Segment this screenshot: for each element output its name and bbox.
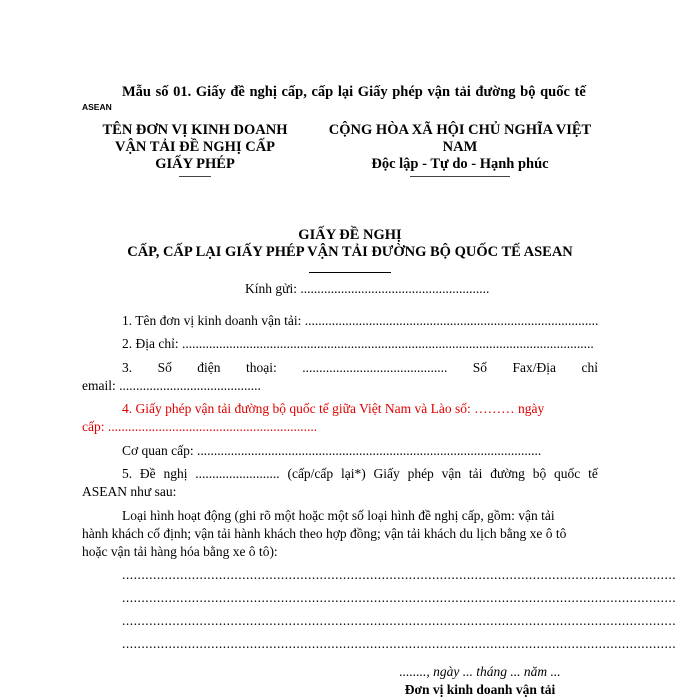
phone-word: Số: [157, 360, 172, 375]
request-word: tải: [468, 466, 483, 481]
request-word: quốc: [554, 466, 581, 481]
request-word: đường: [490, 466, 525, 481]
phone-word: thoại:: [246, 360, 277, 375]
phone-word: 3.: [122, 360, 133, 375]
date-place-line: ........, ngày ... tháng ... năm ...: [399, 664, 561, 679]
blank-line: ...............................................................................................................................................: [122, 567, 677, 582]
request-word: (cấp/cấp: [287, 466, 334, 481]
phone-word: điện: [197, 360, 221, 375]
fax-word: Số: [472, 360, 488, 375]
field-permit-laos-issue-date: cấp: ..............................................................: [82, 419, 318, 434]
org-line-3: GIẤY PHÉP: [155, 156, 235, 172]
organization-header: [70, 122, 320, 177]
blank-line: ...............................................................................................................................................: [122, 590, 677, 605]
request-word: tế: [588, 466, 598, 481]
document-title: GIẤY ĐỀ NGHỊ: [298, 227, 402, 243]
motto-divider: [410, 176, 510, 177]
motto: Độc lập - Tự do - Hạnh phúc: [371, 156, 549, 172]
org-line-2: VẬN TẢI ĐỀ NGHỊ CẤP: [114, 139, 276, 155]
form-title: Mẫu số 01. Giấy đề nghị cấp, cấp lại Giấy phép vận tải đường bộ quốc tế: [122, 84, 586, 100]
title-underline: [309, 272, 391, 273]
field-request: [122, 466, 598, 482]
national-header: [310, 122, 610, 177]
request-word: 5.: [122, 466, 133, 481]
blank-line: ...............................................................................................................................................: [122, 636, 677, 651]
request-word: Giấy: [373, 466, 400, 481]
blank-line: ...............................................................................................................................................: [122, 613, 677, 628]
field-email: email: ..........................................: [82, 378, 261, 393]
phone-dots: ...........................................: [302, 360, 448, 375]
signer-title: Đơn vị kinh doanh vận tải: [404, 682, 556, 697]
request-dots: .........................: [195, 466, 280, 481]
field-business-name: 1. Tên đơn vị kinh doanh vận tải: .......................................................................................: [122, 313, 599, 328]
fax-word: Fax/Địa: [512, 360, 556, 375]
document-subtitle: CẤP, CẤP LẠI GIẤY PHÉP VẬN TẢI ĐƯỜNG BỘ QUỐC TẾ ASEAN: [127, 244, 573, 260]
field-address: 2. Địa chỉ: ..........................................................................................................................: [122, 336, 594, 351]
fax-word: chỉ: [581, 360, 598, 375]
nation-line-2: NAM: [442, 139, 478, 155]
field-permit-laos: 4. Giấy phép vận tải đường bộ quốc tế giữa Việt Nam và Lào số: ……… ngày: [122, 401, 545, 416]
activity-type-line-1: Loại hình hoạt động (ghi rõ một hoặc một số loại hình đề nghị cấp, gồm: vận tải: [122, 508, 555, 523]
request-word: Đề: [139, 466, 156, 481]
request-word: nghị: [163, 466, 188, 481]
activity-type-line-2: hành khách cố định; vận tải hành khách theo hợp đồng; vận tải khách du lịch bằng xe ô tô: [82, 526, 567, 541]
request-word: vận: [441, 466, 462, 481]
field-request-cont: ASEAN như sau:: [82, 484, 177, 499]
request-word: lại*): [340, 466, 366, 481]
request-word: phép: [407, 466, 434, 481]
field-issuing-authority: Cơ quan cấp: ......................................................................................................: [122, 443, 542, 458]
form-title-continuation: ASEAN: [82, 102, 112, 112]
field-phone-fax: [122, 360, 598, 376]
recipient-line: Kính gửi: ........................................................: [245, 281, 490, 296]
activity-type-line-3: hoặc vận tải hàng hóa bằng xe ô tô):: [82, 544, 278, 559]
org-divider: [179, 176, 211, 177]
request-word: bộ: [532, 466, 547, 481]
nation-line-1: CỘNG HÒA XÃ HỘI CHỦ NGHĨA VIỆT: [328, 122, 592, 138]
org-line-1: TÊN ĐƠN VỊ KINH DOANH: [102, 122, 288, 138]
